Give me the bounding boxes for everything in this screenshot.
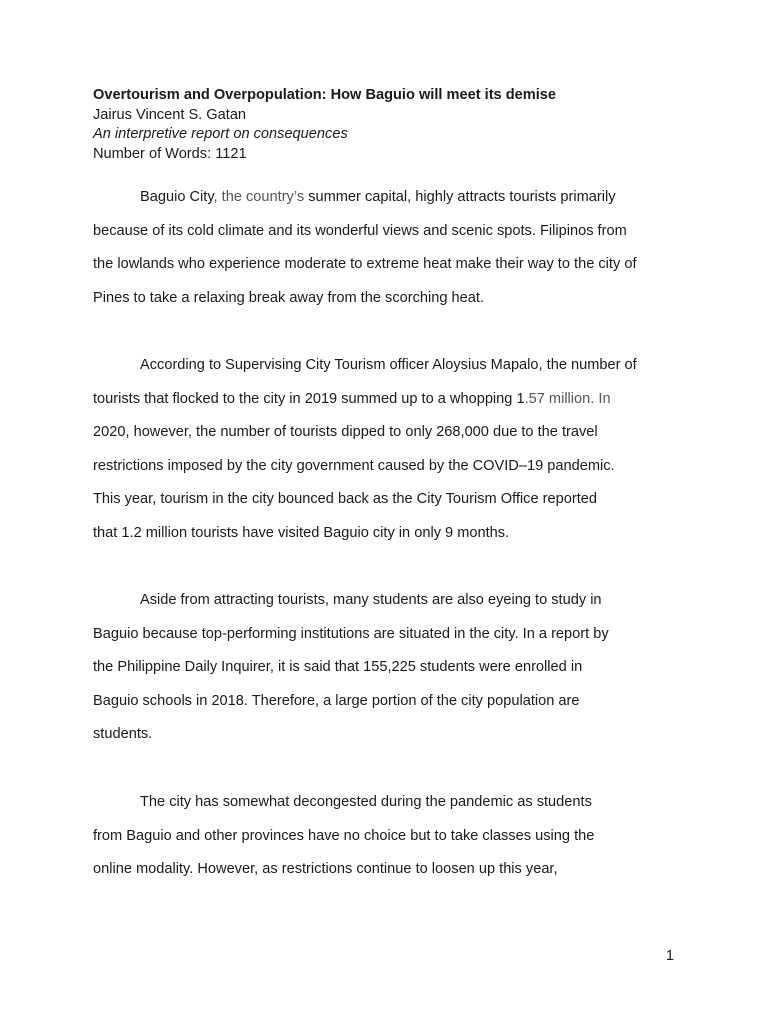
paragraph-line: Baguio schools in 2018. Therefore, a large portion of the city population are [93, 692, 580, 709]
paragraph-line: This year, tourism in the city bounced back as the City Tourism Office reported [93, 491, 597, 508]
paragraph-4 [93, 786, 683, 887]
author-name: Jairus Vincent S. Gatan [93, 106, 247, 123]
paragraph-line: Baguio because top-performing institutions are situated in the city. In a report by [93, 625, 609, 642]
paragraph-line: Aside from attracting tourists, many students are also eyeing to study in [140, 592, 602, 608]
page-number: 1 [665, 948, 674, 964]
document-header [93, 86, 693, 164]
word-count: Number of Words: 1121 [93, 145, 247, 162]
paragraph-2 [93, 349, 683, 551]
paragraph-3 [93, 584, 683, 752]
paragraph-line: from Baguio and other provinces have no choice but to take classes using the [93, 827, 595, 844]
document-subtitle: An interpretive report on consequences [93, 126, 348, 143]
text-run: tourists that flocked to the city in 2019 summed up to a whopping 1 [93, 390, 525, 407]
paragraph-line: that 1.2 million tourists have visited Baguio city in only 9 months. [93, 524, 510, 541]
paragraph-line: because of its cold climate and its wonderful views and scenic spots. Filipinos from [93, 222, 627, 239]
paragraph-line: the Philippine Daily Inquirer, it is said that 155,225 students were enrolled in [93, 659, 583, 676]
paragraph-line: According to Supervising City Tourism officer Aloysius Mapalo, the number of [140, 357, 637, 373]
paragraph-line [93, 383, 683, 417]
paragraph-line: online modality. However, as restrictions continue to loosen up this year, [93, 861, 558, 878]
paragraph-line: The city has somewhat decongested during the pandemic as students [140, 794, 592, 810]
paragraph-line: the lowlands who experience moderate to extreme heat make their way to the city of [93, 256, 637, 273]
paragraph-line: restrictions imposed by the city government caused by the COVID–19 pandemic. [93, 457, 615, 474]
paragraph-1 [93, 181, 683, 315]
paragraph-line: students. [93, 726, 153, 743]
paragraph-line: Pines to take a relaxing break away from the scorching heat. [93, 289, 484, 306]
text-run: Baguio City [140, 189, 214, 205]
document-title: Overtourism and Overpopulation: How Baguio will meet its demise [93, 87, 557, 103]
text-run: .57 million. In [524, 390, 611, 407]
text-run: , the country’s [213, 189, 305, 205]
paragraph-line [93, 181, 683, 215]
text-run: summer capital, highly attracts tourists primarily [304, 189, 616, 205]
paragraph-line: 2020, however, the number of tourists dipped to only 268,000 due to the travel [93, 424, 598, 441]
